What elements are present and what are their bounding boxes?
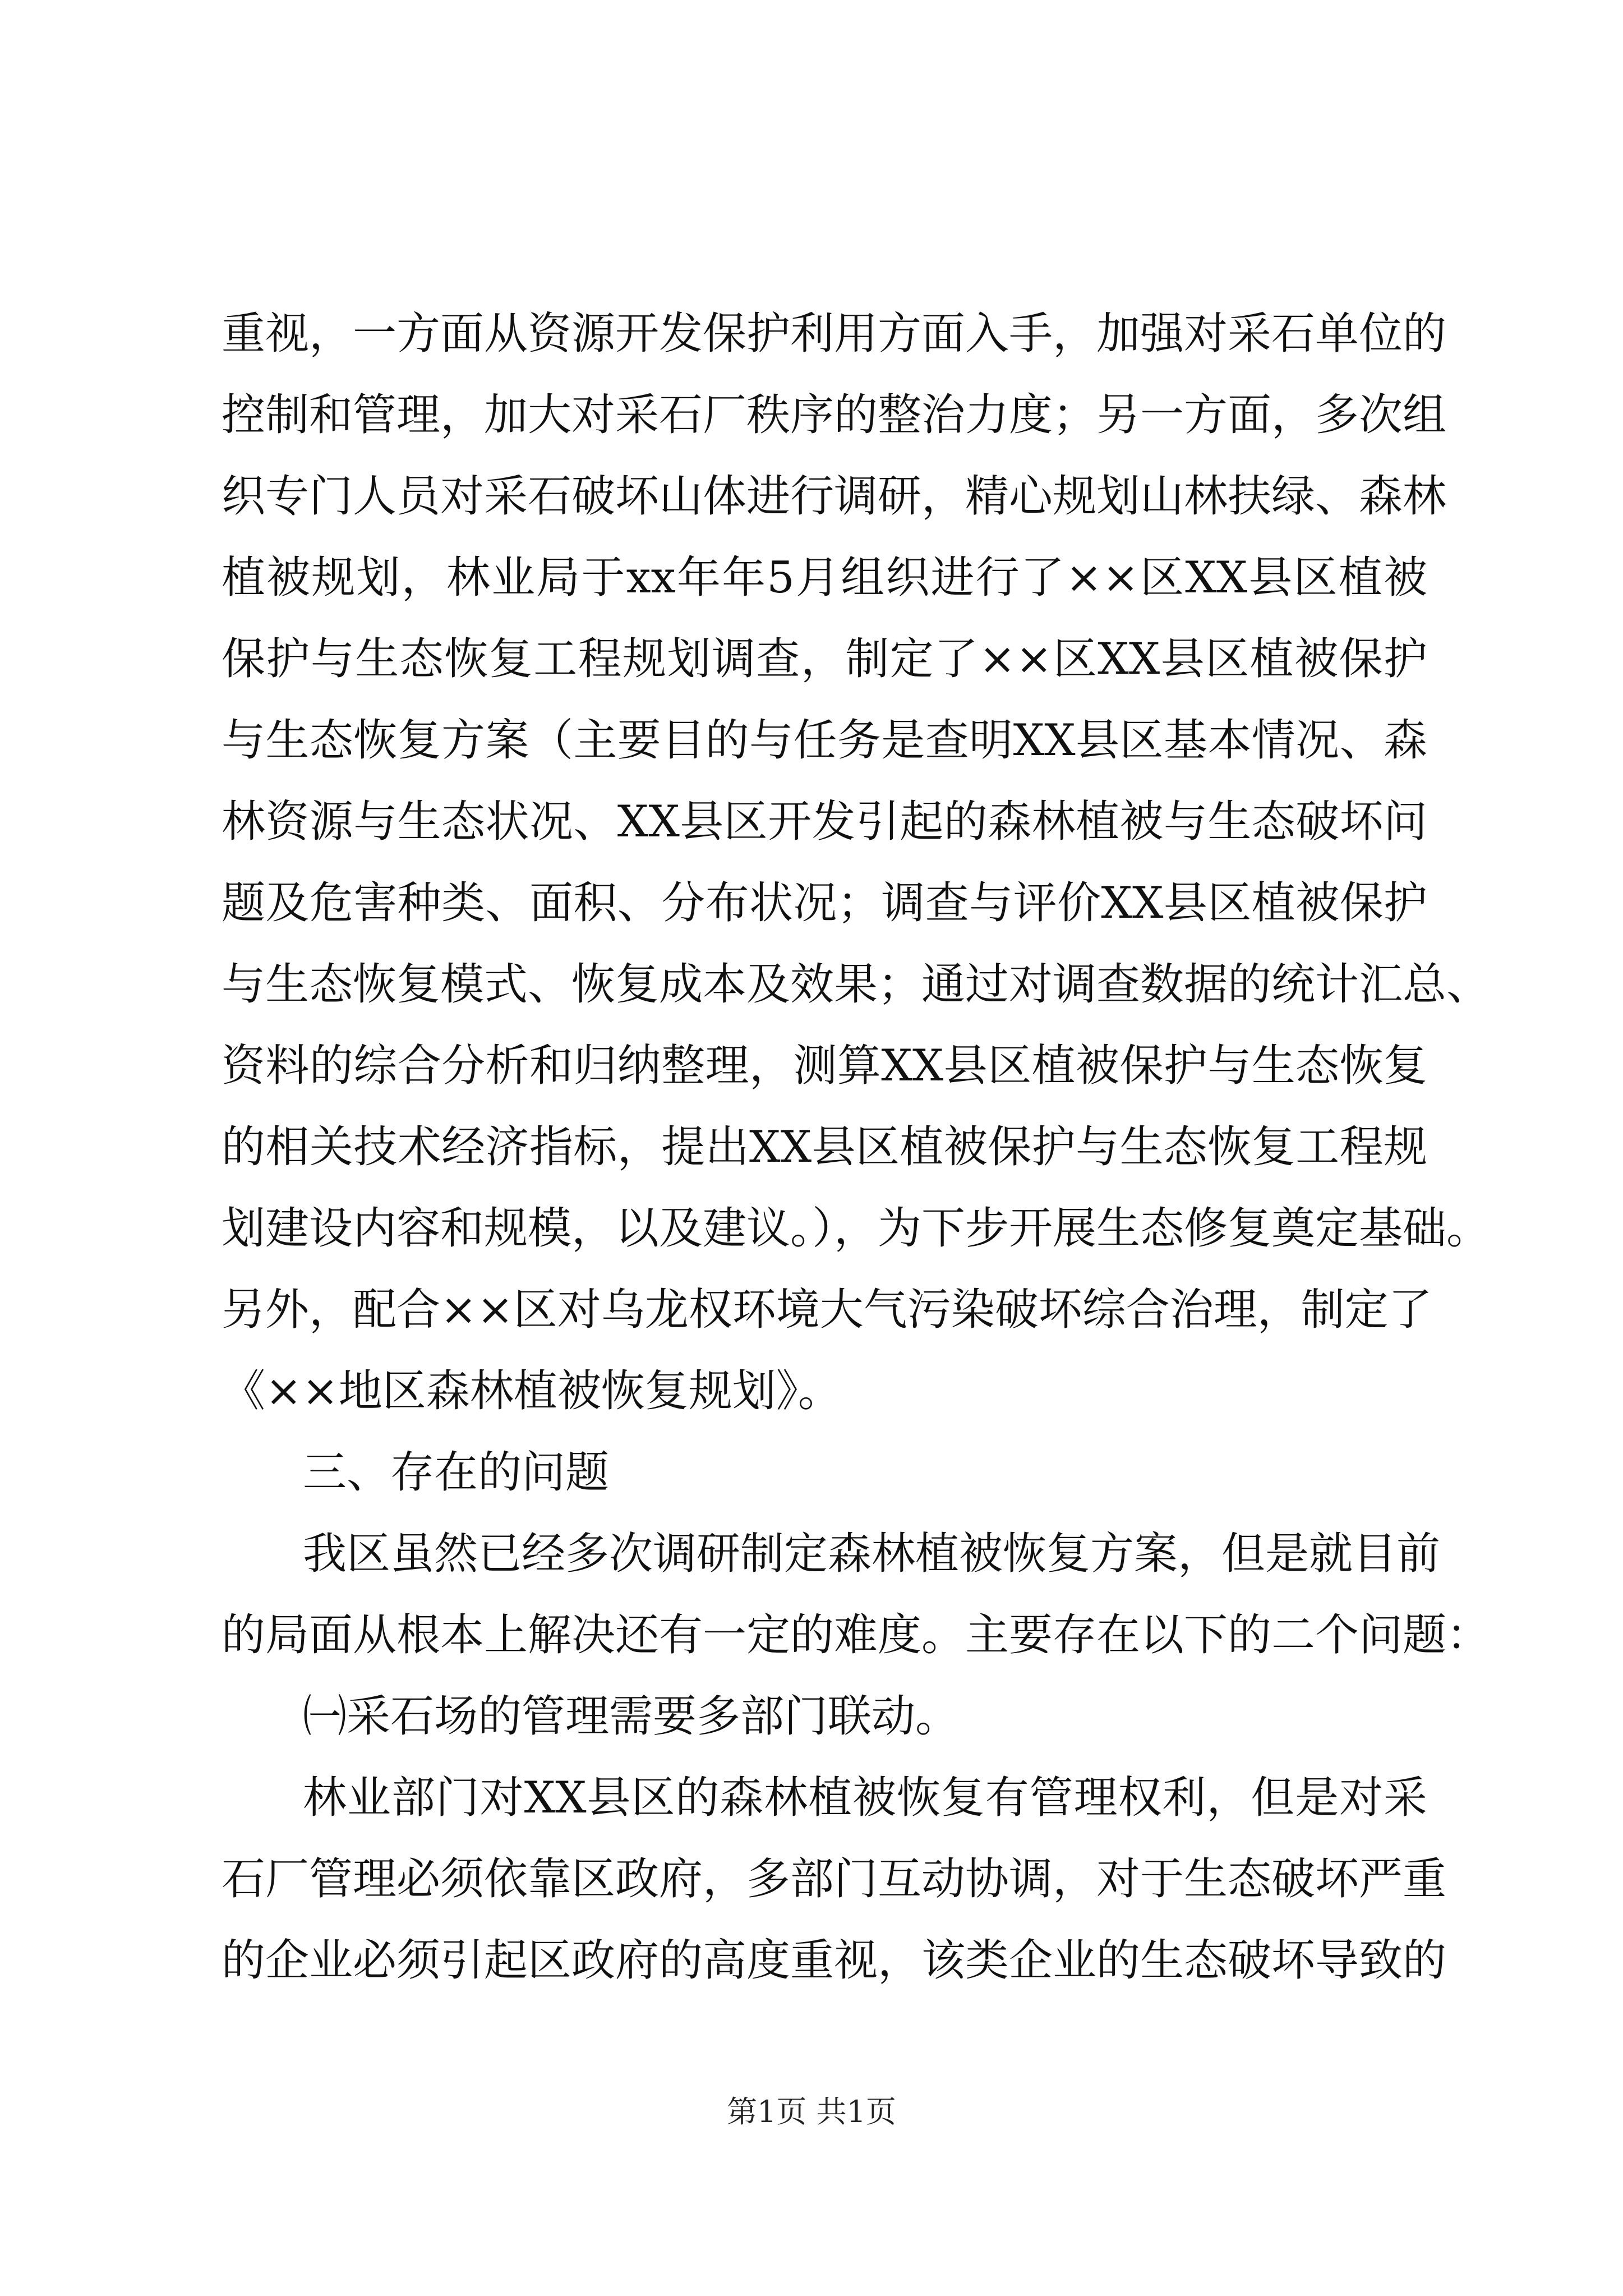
paragraph-line: 织专门人员对采石破坏山体进行调研，精心规划山林扶绿、森林: [222, 471, 1447, 522]
paragraph-line: 划建设内容和规模，以及建议。），为下步开展生态修复奠定基础。: [222, 1203, 1491, 1254]
paragraph-line-first: 我区虽然已经多次调研制定森林植被恢复方案，但是就目前: [303, 1529, 1441, 1579]
paragraph-line: 林资源与生态状况、XX县区开发引起的森林植被与生态破坏问: [222, 797, 1427, 847]
paragraph-line: 保护与生态恢复工程规划调查，制定了××区XX县区植被保护: [222, 634, 1427, 684]
section-heading: 三、存在的问题: [303, 1447, 610, 1498]
paragraph-line: 重视，一方面从资源开发保护利用方面入手，加强对采石单位的: [222, 309, 1447, 359]
paragraph-line: 的局面从根本上解决还有一定的难度。主要存在以下的二个问题：: [222, 1610, 1491, 1660]
paragraph-line: 题及危害种类、面积、分布状况；调查与评价XX县区植被保护: [222, 878, 1427, 928]
paragraph-line: 控制和管理，加大对采石厂秩序的整治力度；另一方面，多次组: [222, 390, 1447, 440]
subheading: ㈠采石场的管理需要多部门联动。: [303, 1691, 960, 1742]
page-footer: 第1页 共1页: [727, 2094, 896, 2129]
paragraph-line: 与生态恢复模式、恢复成本及效果；通过对调查数据的统计汇总、: [222, 959, 1491, 1010]
paragraph-line: 另外，配合××区对乌龙权环境大气污染破坏综合治理，制定了: [222, 1285, 1432, 1335]
paragraph-line-first: 林业部门对XX县区的森林植被恢复有管理权利，但是对采: [303, 1773, 1427, 1823]
paragraph-line: 的相关技术经济指标，提出XX县区植被保护与生态恢复工程规: [222, 1122, 1427, 1172]
paragraph-line: 与生态恢复方案（主要目的与任务是查明XX县区基本情况、森: [222, 715, 1427, 766]
paragraph-line: 资料的综合分析和归纳整理，测算XX县区植被保护与生态恢复: [222, 1041, 1427, 1091]
paragraph-line: 石厂管理必须依靠区政府，多部门互动协调，对于生态破坏严重: [222, 1854, 1447, 1904]
paragraph-line: 的企业必须引起区政府的高度重视，该类企业的生态破坏导致的: [222, 1935, 1447, 1986]
paragraph-line: 植被规划，林业局于xx年年5月组织进行了××区XX县区植被: [222, 553, 1427, 603]
paragraph-line-last: 《××地区森林植被恢复规划》。: [222, 1366, 842, 1416]
